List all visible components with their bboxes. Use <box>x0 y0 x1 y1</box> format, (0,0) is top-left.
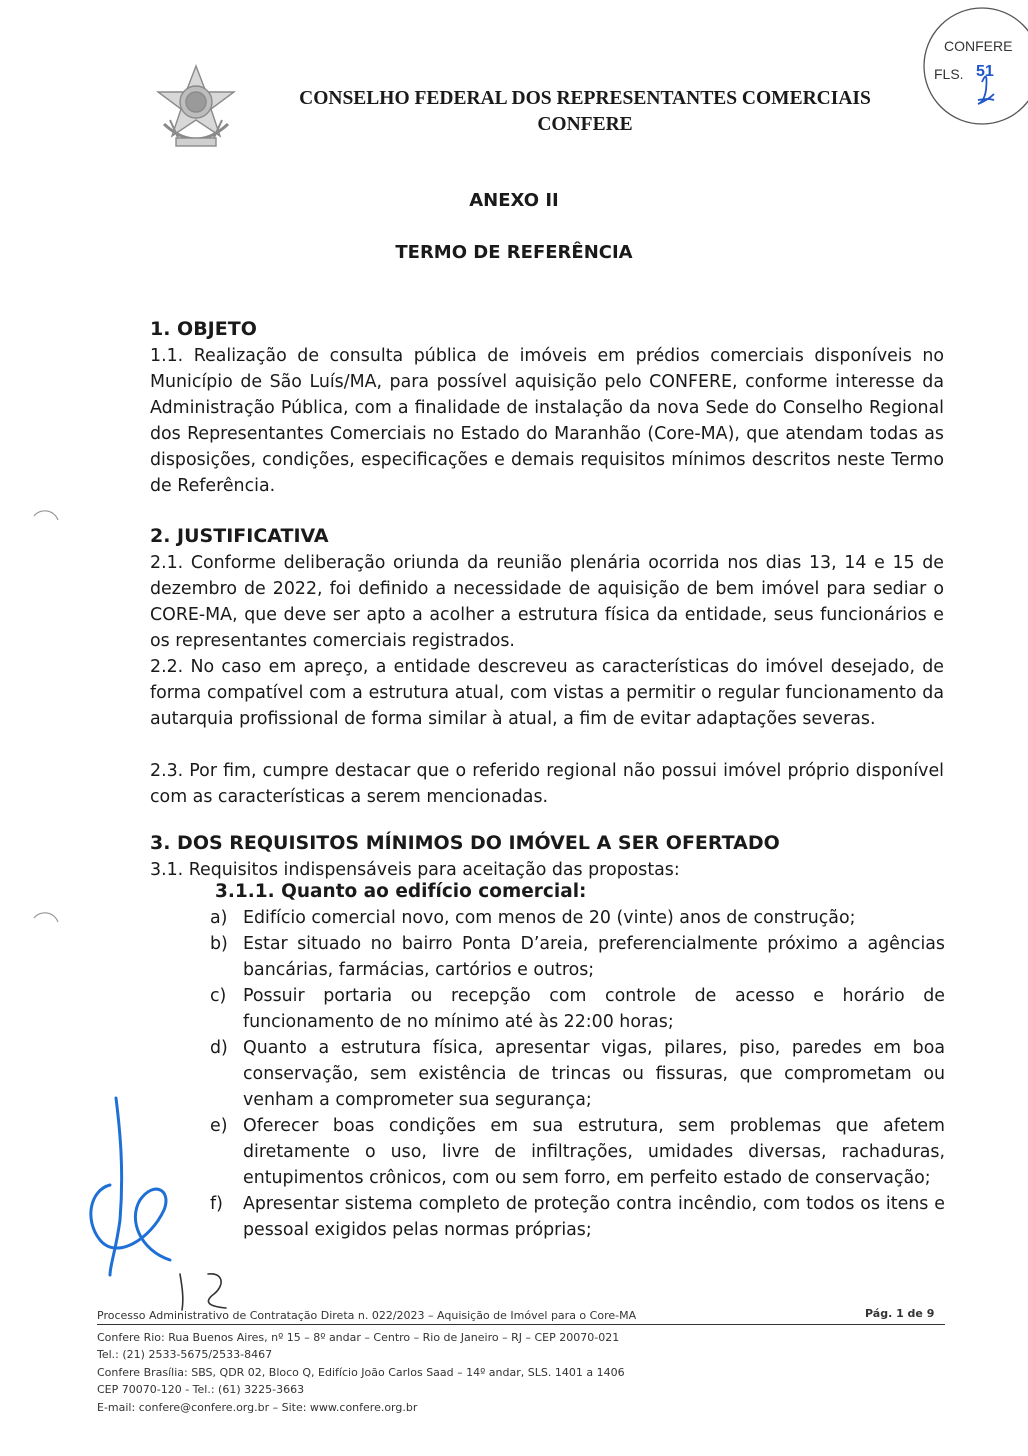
item-letter: c) <box>210 986 227 1006</box>
item-text: Quanto a estrutura física, apresentar vigas, pilares, piso, paredes em boa conservação, sem existência de trincas ou fissuras, que comprometam ou venham a comprometer sua segurança; <box>243 1038 945 1110</box>
item-text: Possuir portaria ou recepção com controle de acesso e horário de funcionamento de no mínimo até às 22:00 horas; <box>243 986 945 1032</box>
org-acronym: CONFERE <box>537 114 633 135</box>
paragraph-2-2: 2.2. No caso em apreço, a entidade descreveu as características do imóvel desejado, de forma compatível com a estrutura atual, com vistas a permitir o regular funcionamento da autarquia profissional de forma similar à atual, a fim de evitar adaptações severas. <box>150 657 944 729</box>
item-letter: a) <box>210 908 228 928</box>
footer-line: Confere Brasília: SBS, QDR 02, Bloco Q, Edifício João Carlos Saad – 14º andar, SLS. 1401 a 1406 <box>97 1365 625 1379</box>
coat-of-arms-emblem <box>150 62 242 154</box>
punch-hole-mark <box>28 508 62 542</box>
list-item <box>210 1191 945 1243</box>
stamp-fls-number: 51 <box>976 63 994 80</box>
item-letter: b) <box>210 934 228 954</box>
paragraph-1-1: 1.1. Realização de consulta pública de imóveis em prédios comerciais disponíveis no Município de São Luís/MA, para possível aquisição pelo CONFERE, conforme interesse da Administração Pública, com a finalidade de instalação da nova Sede do Conselho Regional dos Representantes Comerciais no Estado do Maranhão (Core-MA), que atendam todas as disposições, condições, especificações e demais requisitos mínimos descritos neste Termo de Referência. <box>150 346 944 496</box>
stamp-label: CONFERE <box>944 38 1013 54</box>
footer-divider <box>97 1324 945 1325</box>
letterhead <box>250 86 920 138</box>
list-item <box>210 1113 945 1191</box>
requirements-list <box>210 905 945 1243</box>
footer-line: CEP 70070-120 - Tel.: (61) 3225-3663 <box>97 1383 305 1397</box>
subsection-title-3-1-1: 3.1.1. Quanto ao edifício comercial: <box>215 881 587 902</box>
footer-line: Tel.: (21) 2533-5675/2533-8467 <box>97 1348 273 1362</box>
item-text: Estar situado no bairro Ponta D’areia, preferencialmente próximo a agências bancárias, farmácias, cartórios e outros; <box>243 934 945 980</box>
annex-title: ANEXO II <box>469 190 559 211</box>
list-item <box>210 1035 945 1113</box>
punch-hole-mark <box>28 910 62 944</box>
paragraph-2-1: 2.1. Conforme deliberação oriunda da reunião plenária ocorrida nos dias 13, 14 e 15 de dezembro de 2022, foi definido a necessidade de aquisição de bem imóvel para sediar o CORE-MA, que deve ser apto a acolher a estrutura física da entidade, seus funcionários e os representantes comerciais registrados. <box>150 553 944 651</box>
list-item <box>210 983 945 1035</box>
footer-line: E-mail: confere@confere.org.br – Site: www.confere.org.br <box>97 1400 418 1414</box>
org-name: CONSELHO FEDERAL DOS REPRESENTANTES COMERCIAIS <box>299 88 871 109</box>
paragraph-3-1: 3.1. Requisitos indispensáveis para aceitação das propostas: <box>150 860 680 880</box>
section-title-requisitos: 3. DOS REQUISITOS MÍNIMOS DO IMÓVEL A SER OFERTADO <box>150 832 780 854</box>
section-title-justificativa: 2. JUSTIFICATIVA <box>150 525 329 547</box>
item-letter: e) <box>210 1116 228 1136</box>
stamp-fls-label: FLS. <box>934 66 964 82</box>
footer-process-ref: Processo Administrativo de Contratação Direta n. 022/2023 – Aquisição de Imóvel para o Core-MA <box>97 1309 637 1322</box>
document-title: TERMO DE REFERÊNCIA <box>395 242 633 263</box>
list-item <box>210 931 945 983</box>
handwritten-signature <box>80 1090 190 1290</box>
item-letter: d) <box>210 1038 228 1058</box>
footer-contact <box>97 1329 625 1416</box>
page-number: Pág. 1 de 9 <box>865 1307 935 1320</box>
section-title-objeto: 1. OBJETO <box>150 318 257 340</box>
item-text: Edifício comercial novo, com menos de 20 (vinte) anos de construção; <box>243 908 856 928</box>
list-item <box>210 905 945 931</box>
item-text: Oferecer boas condições em sua estrutura, sem problemas que afetem diretamente o uso, livre de infiltrações, umidades diversas, rachaduras, entupimentos crônicos, com ou sem forro, em perfeito estado de conservação; <box>243 1116 945 1188</box>
item-text: Apresentar sistema completo de proteção contra incêndio, com todos os itens e pessoal exigidos pelas normas próprias; <box>243 1194 945 1240</box>
item-letter: f) <box>210 1194 223 1214</box>
footer-line: Confere Rio: Rua Buenos Aires, nº 15 – 8º andar – Centro – Rio de Janeiro – RJ – CEP 20070-021 <box>97 1331 620 1344</box>
paragraph-2-3: 2.3. Por fim, cumpre destacar que o referido regional não possui imóvel próprio disponível com as características a serem mencionadas. <box>150 761 944 807</box>
